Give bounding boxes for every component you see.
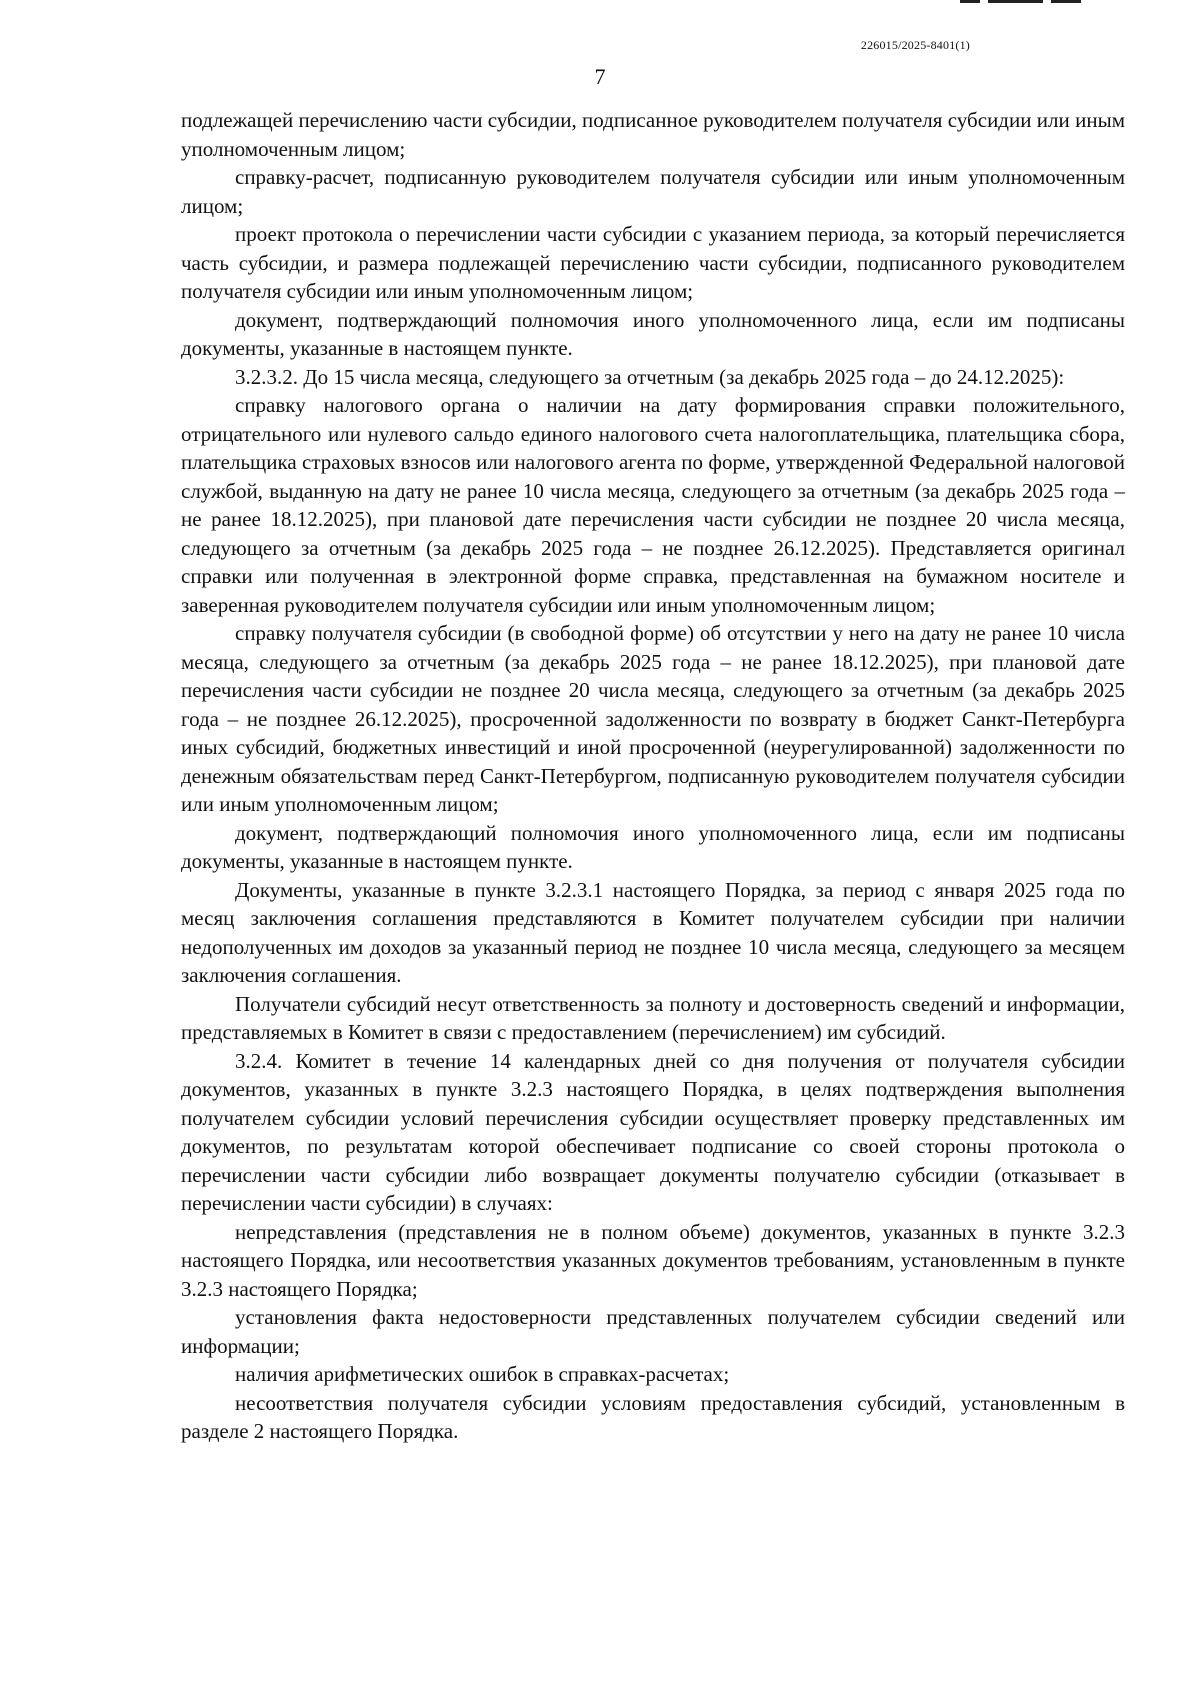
paragraph-responsibility: Получатели субсидий несут ответственность за полноту и достоверность сведений и информации, представляемых в Комитет в связи с предоставлением (перечислением) им субсидий. xyxy=(181,991,1125,1044)
paragraph-continuation: подлежащей перечислению части субсидии, подписанное руководителем получателя субсидии или иным уполномоченным лицом; xyxy=(181,108,1125,161)
document-registration-number: 226015/2025-8401(1) xyxy=(860,38,970,52)
paragraph-section-3-2-3-2: 3.2.3.2. До 15 числа месяца, следующего за отчетным (за декабрь 2025 года – до 24.12.2025): xyxy=(235,364,1065,389)
paragraph-authority-document: документ, подтверждающий полномочия иного уполномоченного лица, если им подписаны документы, указанные в настоящем пункте. xyxy=(181,307,1125,360)
paragraph-calculation-certificate: справку-расчет, подписанную руководителем получателя субсидии или иным уполномоченным лицом; xyxy=(181,165,1125,218)
paragraph-tax-certificate: справку налогового органа о наличии на дату формирования справки положительного, отрицательного или нулевого сальдо единого налогового счета налогоплательщика, плательщика сбора, плательщика страховых взносов или налогового агента по форме, утвержденной Федеральной налоговой службой, выданную на дату не ранее 10 числа месяца, следующего за отчетным (за декабрь 2025 года – не ранее 18.12.2025), при плановой дате перечисления части субсидии не позднее 20 числа месяца, следующего за отчетным (за декабрь 2025 года – не позднее 26.12.2025). Представляется оригинал справки или полученная в электронной форме справка, представленная на бумажном носителе и заверенная руководителем получателя субсидии или иным уполномоченным лицом; xyxy=(181,393,1125,617)
paragraph-case-arithmetic-errors: наличия арифметических ошибок в справках-расчетах; xyxy=(235,1362,730,1386)
page-number: 7 xyxy=(594,64,606,89)
paragraph-case-non-compliance: несоответствия получателя субсидии условиям предоставления субсидий, установленным в разделе 2 настоящего Порядка. xyxy=(181,1390,1125,1443)
paragraph-case-unreliable-info: установления факта недостоверности представленных получателем субсидии сведений или информации; xyxy=(181,1305,1125,1358)
paragraph-recipient-certificate: справку получателя субсидии (в свободной форме) об отсутствии у него на дату не ранее 10 числа месяца, следующего за отчетным (за декабрь 2025 года – не ранее 18.12.2025), при плановой дате перечисления части субсидии не позднее 20 числа месяца, следующего за отчетным (за декабрь 2025 года – не позднее 26.12.2025), просроченной задолженности по возврату в бюджет Санкт-Петербурга иных субсидий, бюджетных инвестиций и иной просроченной (неурегулированной) задолженности по денежным обязательствам перед Санкт-Петербургом, подписанную руководителем получателя субсидии или иным уполномоченным лицом; xyxy=(181,621,1125,816)
paragraph-protocol-draft: проект протокола о перечислении части субсидии с указанием периода, за который перечисляется часть субсидии, и размера подлежащей перечислению части субсидии, подписанного руководителем получателя субсидии или иным уполномоченным лицом; xyxy=(181,222,1125,303)
paragraph-case-non-submission: непредставления (представления не в полном объеме) документов, указанных в пункте 3.2.3 настоящего Порядка, или несоответствия указанных документов требованиям, установленным в пункте 3.2.3 настоящего Порядка; xyxy=(181,1219,1125,1301)
paragraph-documents-period: Документы, указанные в пункте 3.2.3.1 настоящего Порядка, за период с января 2025 года по месяц заключения соглашения представляются в Комитет получателем субсидии при наличии недополученных им доходов за указанный период не позднее 10 числа месяца, следующего за месяцем заключения соглашения. xyxy=(181,877,1125,987)
document-body xyxy=(181,106,1125,1446)
top-edge-marks xyxy=(960,0,1110,5)
paragraph-authority-document-2: документ, подтверждающий полномочия иного уполномоченного лица, если им подписаны документы, указанные в настоящем пункте. xyxy=(181,820,1125,873)
paragraph-section-3-2-4: 3.2.4. Комитет в течение 14 календарных дней со дня получения от получателя субсидии документов, указанных в пункте 3.2.3 настоящего Порядка, в целях подтверждения выполнения получателем субсидии условий перечисления субсидии осуществляет проверку представленных им документов, по результатам которой обеспечивает подписание со своей стороны протокола о перечислении части субсидии либо возвращает документы получателю субсидии (отказывает в перечислении части субсидии) в случаях: xyxy=(181,1048,1125,1215)
